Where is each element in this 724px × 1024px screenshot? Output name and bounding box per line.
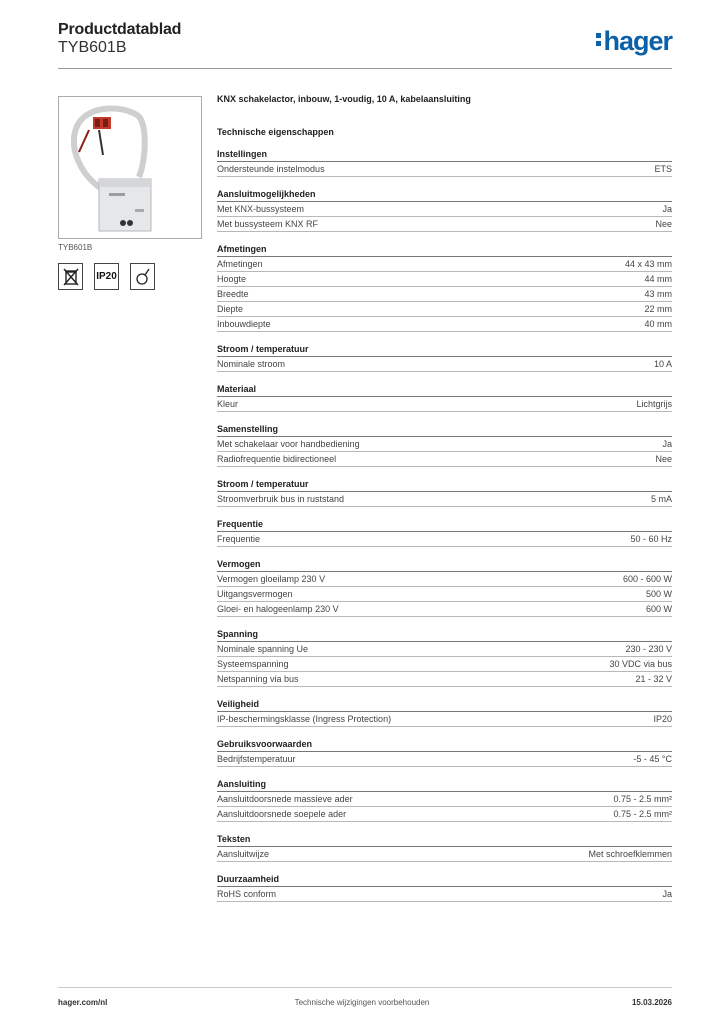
hager-logo: hager: [596, 26, 672, 57]
spec-label: Aansluitdoorsnede soepele ader: [217, 809, 347, 819]
spec-content: [217, 92, 672, 912]
spec-row: [217, 847, 672, 862]
spec-row: [217, 452, 672, 467]
spec-section: [217, 342, 672, 372]
spec-row: [217, 752, 672, 767]
spec-section: [217, 777, 672, 822]
spec-value: -5 - 45 °C: [633, 754, 672, 764]
spec-section: [217, 382, 672, 412]
spec-label: Netspanning via bus: [217, 674, 299, 684]
spec-row: [217, 887, 672, 902]
header-divider: [58, 68, 672, 69]
spec-value: Ja: [662, 439, 672, 449]
spec-row: [217, 357, 672, 372]
section-title: Stroom / temperatuur: [217, 477, 672, 492]
footer-website: hager.com/nl: [58, 998, 108, 1007]
spec-label: Nominale spanning Ue: [217, 644, 309, 654]
spec-label: Met bussysteem KNX RF: [217, 219, 319, 229]
spec-value: 21 - 32 V: [635, 674, 672, 684]
spec-section: [217, 557, 672, 617]
spec-row: [217, 657, 672, 672]
spec-row: [217, 672, 672, 687]
spec-section: [217, 147, 672, 177]
section-title: Aansluiting: [217, 777, 672, 792]
spec-value: 50 - 60 Hz: [630, 534, 672, 544]
spec-label: Aansluitwijze: [217, 849, 270, 859]
spec-value: ETS: [654, 164, 672, 174]
product-code: TYB601B: [58, 39, 127, 56]
spec-section: [217, 517, 672, 547]
spec-section: [217, 627, 672, 687]
spec-row: [217, 602, 672, 617]
section-title: Samenstelling: [217, 422, 672, 437]
spec-section: [217, 187, 672, 232]
spec-sections: [217, 147, 672, 902]
section-title: Materiaal: [217, 382, 672, 397]
spec-value: Met schroefklemmen: [588, 849, 672, 859]
spec-label: Afmetingen: [217, 259, 263, 269]
spec-section: [217, 832, 672, 862]
spec-row: [217, 302, 672, 317]
spec-section: [217, 737, 672, 767]
spec-section: [217, 422, 672, 467]
spec-value: 22 mm: [644, 304, 672, 314]
spec-row: [217, 217, 672, 232]
product-photo-icon: [59, 97, 201, 238]
recycle-bin-crossed-icon: [58, 263, 83, 290]
footer-disclaimer: Technische wijzigingen voorbehouden: [294, 998, 430, 1007]
spec-label: Systeemspanning: [217, 659, 289, 669]
spec-row: [217, 807, 672, 822]
section-title: Gebruiksvoorwaarden: [217, 737, 672, 752]
image-caption: TYB601B: [58, 243, 93, 252]
spec-label: Met schakelaar voor handbediening: [217, 439, 360, 449]
spec-row: [217, 287, 672, 302]
spec-label: Vermogen gloeilamp 230 V: [217, 574, 326, 584]
spec-value: Lichtgrijs: [636, 399, 672, 409]
spec-value: 230 - 230 V: [625, 644, 672, 654]
spec-value: Ja: [662, 889, 672, 899]
section-title: Instellingen: [217, 147, 672, 162]
spec-value: 44 mm: [644, 274, 672, 284]
spec-row: [217, 162, 672, 177]
spec-label: Inbouwdiepte: [217, 319, 271, 329]
section-title: Duurzaamheid: [217, 872, 672, 887]
spec-label: Uitgangsvermogen: [217, 589, 293, 599]
ip20-badge: IP20: [94, 263, 119, 290]
spec-label: Bedrijfstemperatuur: [217, 754, 296, 764]
spec-value: 600 W: [645, 604, 672, 614]
spec-row: [217, 587, 672, 602]
spec-label: Hoogte: [217, 274, 247, 284]
spec-section: [217, 872, 672, 902]
spec-value: Nee: [655, 219, 672, 229]
bulb-icon: [130, 263, 155, 290]
section-title: Afmetingen: [217, 242, 672, 257]
spec-label: Breedte: [217, 289, 249, 299]
spec-value: 43 mm: [644, 289, 672, 299]
spec-label: Radiofrequentie bidirectioneel: [217, 454, 337, 464]
spec-label: Aansluitdoorsnede massieve ader: [217, 794, 353, 804]
spec-value: Nee: [655, 454, 672, 464]
spec-value: 30 VDC via bus: [609, 659, 672, 669]
spec-row: [217, 257, 672, 272]
spec-row: [217, 272, 672, 287]
footer-divider: [58, 987, 672, 988]
spec-value: 40 mm: [644, 319, 672, 329]
section-title: Teksten: [217, 832, 672, 847]
spec-row: [217, 572, 672, 587]
spec-section: [217, 242, 672, 332]
spec-row: [217, 712, 672, 727]
spec-section: [217, 697, 672, 727]
spec-row: [217, 317, 672, 332]
spec-label: IP-beschermingsklasse (Ingress Protection): [217, 714, 392, 724]
product-description: KNX schakelactor, inbouw, 1-voudig, 10 A, kabelaansluiting: [217, 94, 471, 104]
section-title: Frequentie: [217, 517, 672, 532]
spec-label: RoHS conform: [217, 889, 277, 899]
spec-value: 0.75 - 2.5 mm²: [613, 794, 672, 804]
spec-label: Frequentie: [217, 534, 261, 544]
section-title: Veiligheid: [217, 697, 672, 712]
spec-label: Met KNX-bussysteem: [217, 204, 305, 214]
badge-row: [58, 263, 155, 290]
spec-value: 600 - 600 W: [622, 574, 672, 584]
spec-value: IP20: [653, 714, 672, 724]
spec-value: Ja: [662, 204, 672, 214]
spec-label: Nominale stroom: [217, 359, 286, 369]
page-title: Productdatablad: [58, 21, 182, 38]
spec-row: [217, 492, 672, 507]
spec-value: 500 W: [645, 589, 672, 599]
spec-value: 44 x 43 mm: [624, 259, 672, 269]
technical-heading: Technische eigenschappen: [217, 127, 334, 137]
section-title: Vermogen: [217, 557, 672, 572]
spec-label: Kleur: [217, 399, 239, 409]
spec-label: Diepte: [217, 304, 244, 314]
spec-row: [217, 397, 672, 412]
spec-label: Stroomverbruik bus in ruststand: [217, 494, 345, 504]
spec-row: [217, 437, 672, 452]
spec-row: [217, 202, 672, 217]
section-title: Spanning: [217, 627, 672, 642]
section-title: Aansluitmogelijkheden: [217, 187, 672, 202]
spec-section: [217, 477, 672, 507]
section-title: Stroom / temperatuur: [217, 342, 672, 357]
spec-row: [217, 792, 672, 807]
spec-label: Gloei- en halogeenlamp 230 V: [217, 604, 339, 614]
footer-date: 15.03.2026: [631, 998, 672, 1007]
product-image: [58, 96, 202, 239]
spec-label: Ondersteunde instelmodus: [217, 164, 325, 174]
spec-row: [217, 642, 672, 657]
spec-value: 0.75 - 2.5 mm²: [613, 809, 672, 819]
spec-value: 5 mA: [650, 494, 672, 504]
spec-row: [217, 532, 672, 547]
spec-value: 10 A: [653, 359, 672, 369]
